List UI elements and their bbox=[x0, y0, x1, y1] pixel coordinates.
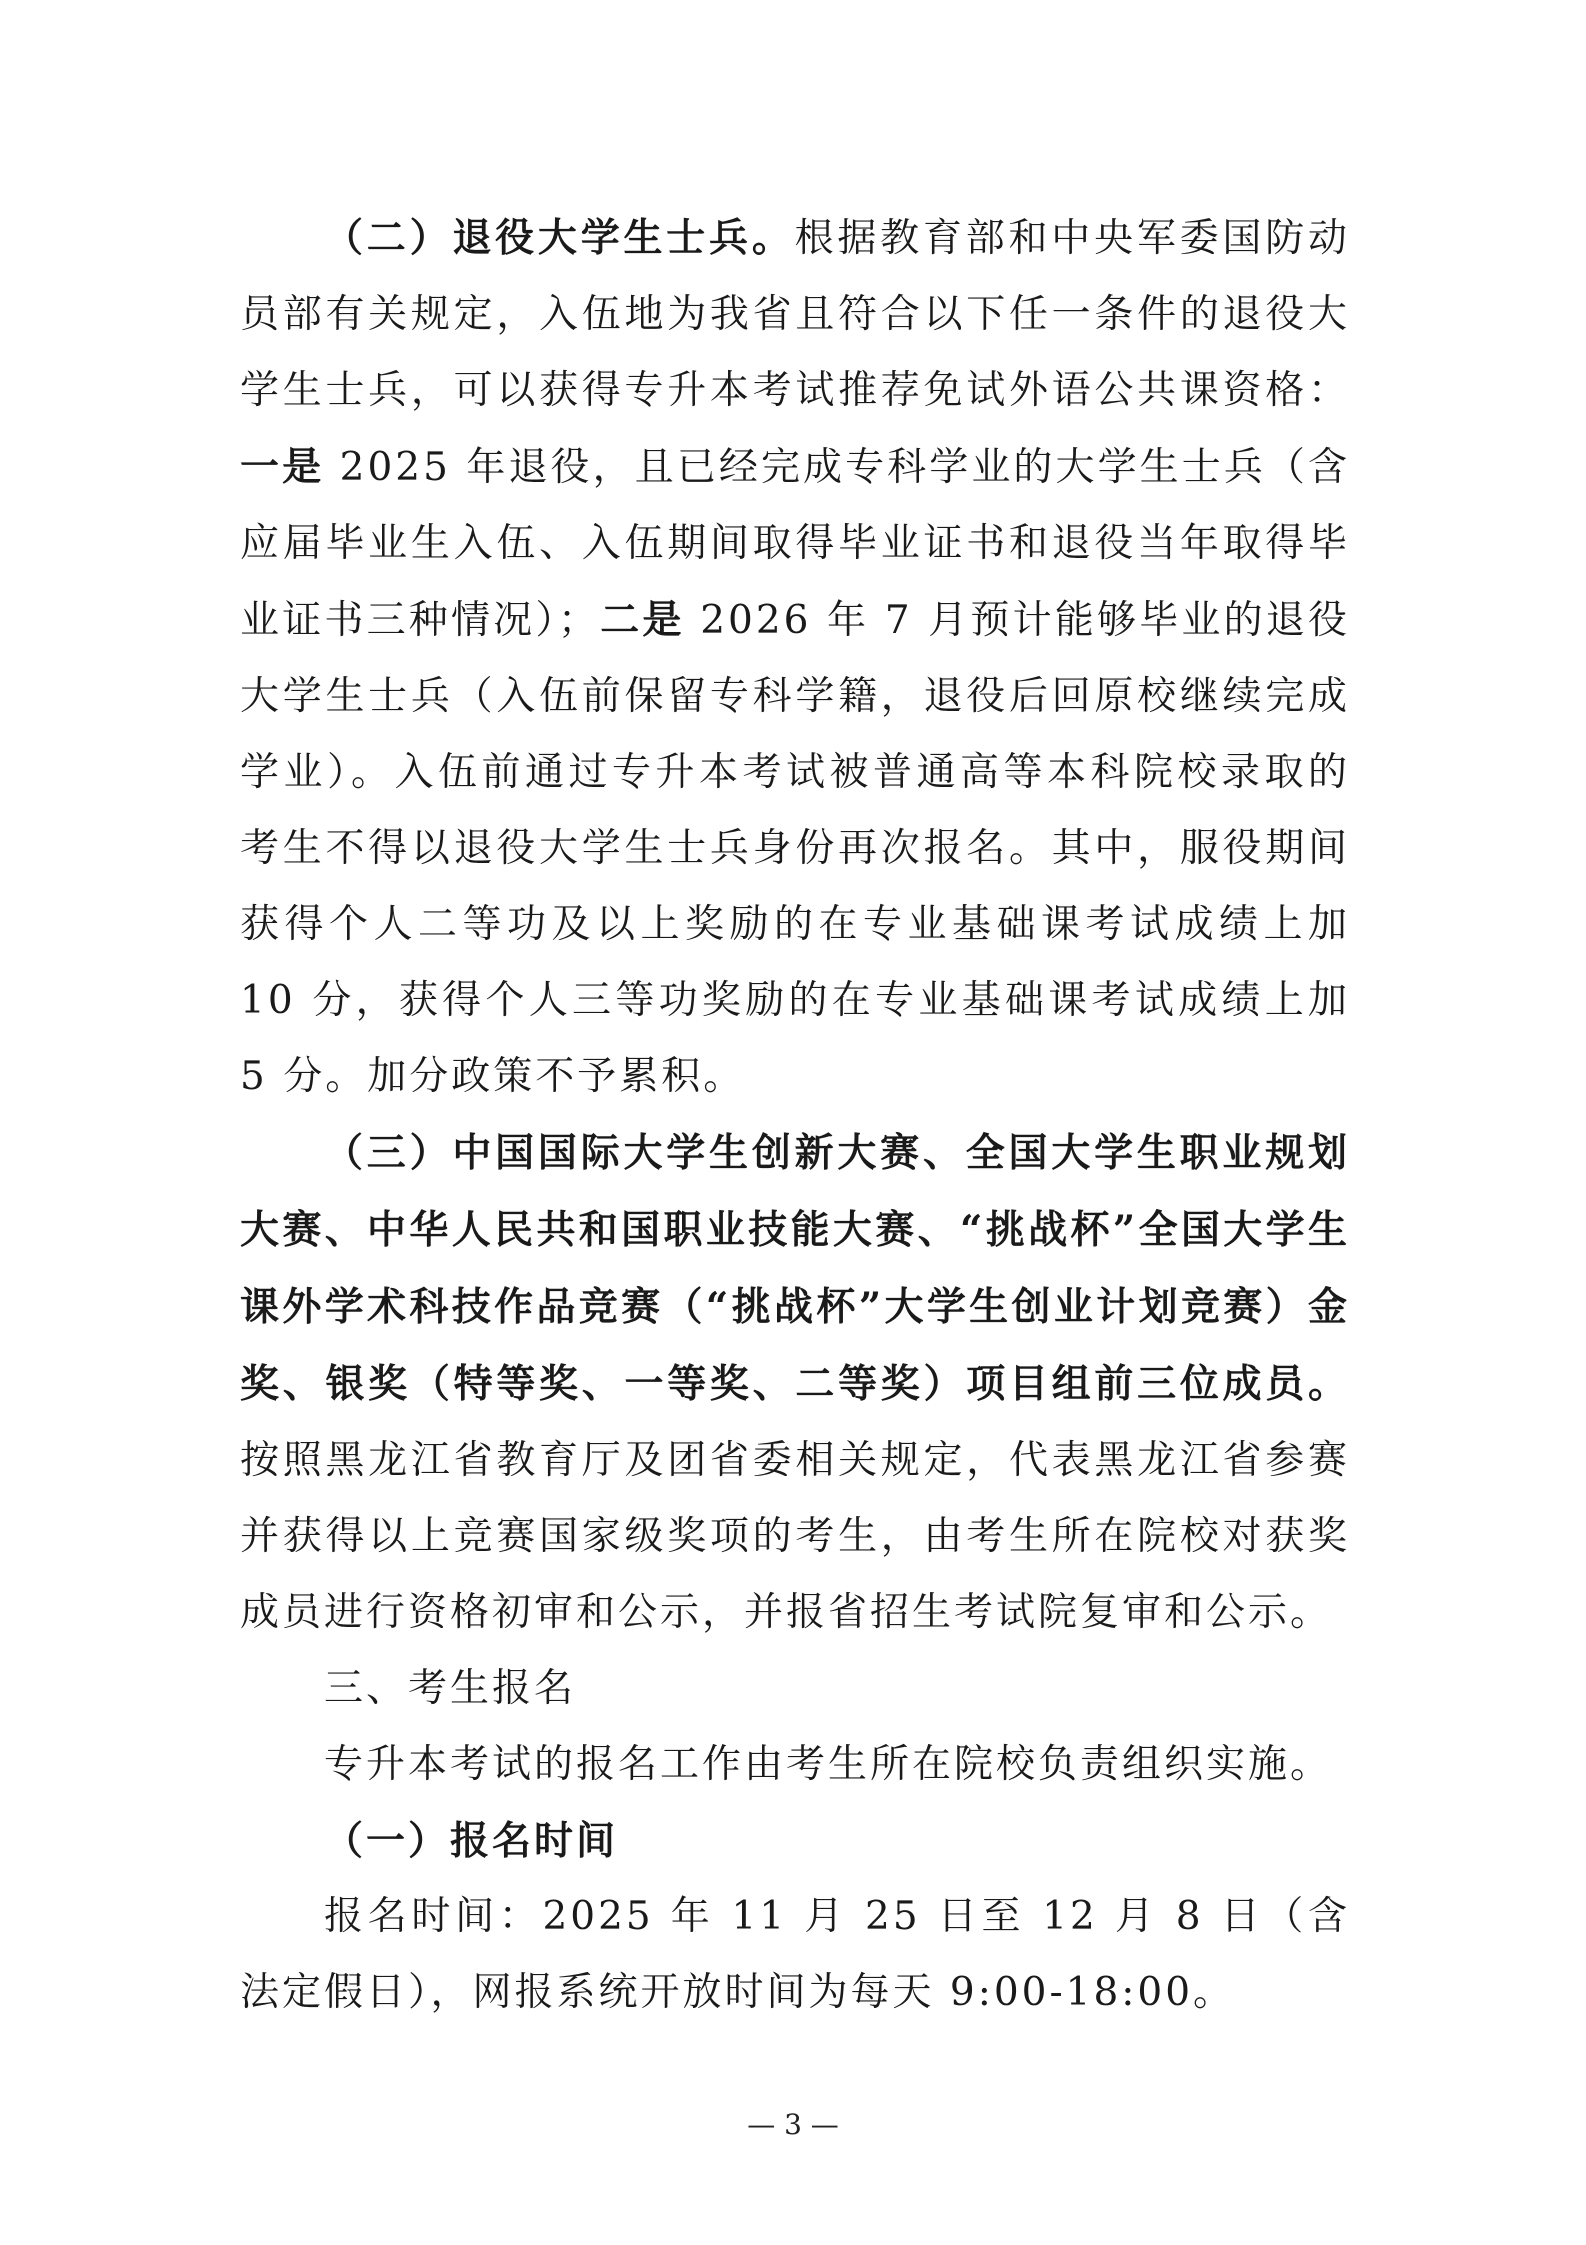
section-heading-registration-time: （一）报名时间 bbox=[324, 1818, 619, 1864]
paragraph-text: 根据教育部和中央军委国防动员部有关规定，入伍地为我省且符合以下任一条件的退役大学生士兵，可以获得专升本考试推荐免试外语公共课资格： bbox=[240, 216, 1350, 413]
document-body bbox=[240, 200, 1350, 2031]
section-heading-3: （三）中国国际大学生创新大赛、全国大学生职业规划大赛、中华人民共和国职业技能大赛、“挑战杯”全国大学生课外学术科技作品竞赛（“挑战杯”大学生创业计划竞赛）金奖、银奖（特等奖、一等奖、二等奖）项目组前三位成员。 bbox=[240, 1130, 1350, 1407]
paragraph-retired-soldiers bbox=[240, 200, 1350, 1115]
chapter-heading-registration: 三、考生报名 bbox=[324, 1666, 577, 1711]
condition-two-text: 2026 年 7 月预计能够毕业的退役大学生士兵（入伍前保留专科学籍，退役后回原校继续完成学业）。入伍前通过专升本考试被普通高等本科院校录取的考生不得以退役大学生士兵身份再次报名。其中，服役期间获得个人二等功及以上奖励的在专业基础课考试成绩上加 10 分，获得个人三等功奖励的在专业基础课考试成绩上加 5 分。加分政策不予累积。 bbox=[240, 598, 1350, 1099]
page-number: — 3 — bbox=[747, 2108, 839, 2141]
paragraph-text: 按照黑龙江省教育厅及团省委相关规定，代表黑龙江省参赛并获得以上竞赛国家级奖项的考生，由考生所在院校对获奖成员进行资格初审和公示，并报省招生考试院复审和公示。 bbox=[240, 1438, 1350, 1635]
paragraph-competitions bbox=[240, 1115, 1350, 1651]
condition-one-text: 2025 年退役，且已经完成专科学业的大学生士兵（含应届毕业生入伍、入伍期间取得毕业证书和退役当年取得毕业证书三种情况）； bbox=[240, 445, 1350, 643]
paragraph-registration: 专升本考试的报名工作由考生所在院校负责组织实施。 bbox=[324, 1742, 1333, 1787]
condition-two-label: 二是 bbox=[600, 597, 685, 643]
condition-one-label: 一是 bbox=[240, 444, 325, 490]
section-heading-2: （二）退役大学生士兵。 bbox=[324, 215, 795, 261]
paragraph-registration-time: 报名时间：2025 年 11 月 25 日至 12 月 8 日（含法定假日），网报系统开放时间为每天 9:00-18:00。 bbox=[240, 1894, 1350, 2015]
